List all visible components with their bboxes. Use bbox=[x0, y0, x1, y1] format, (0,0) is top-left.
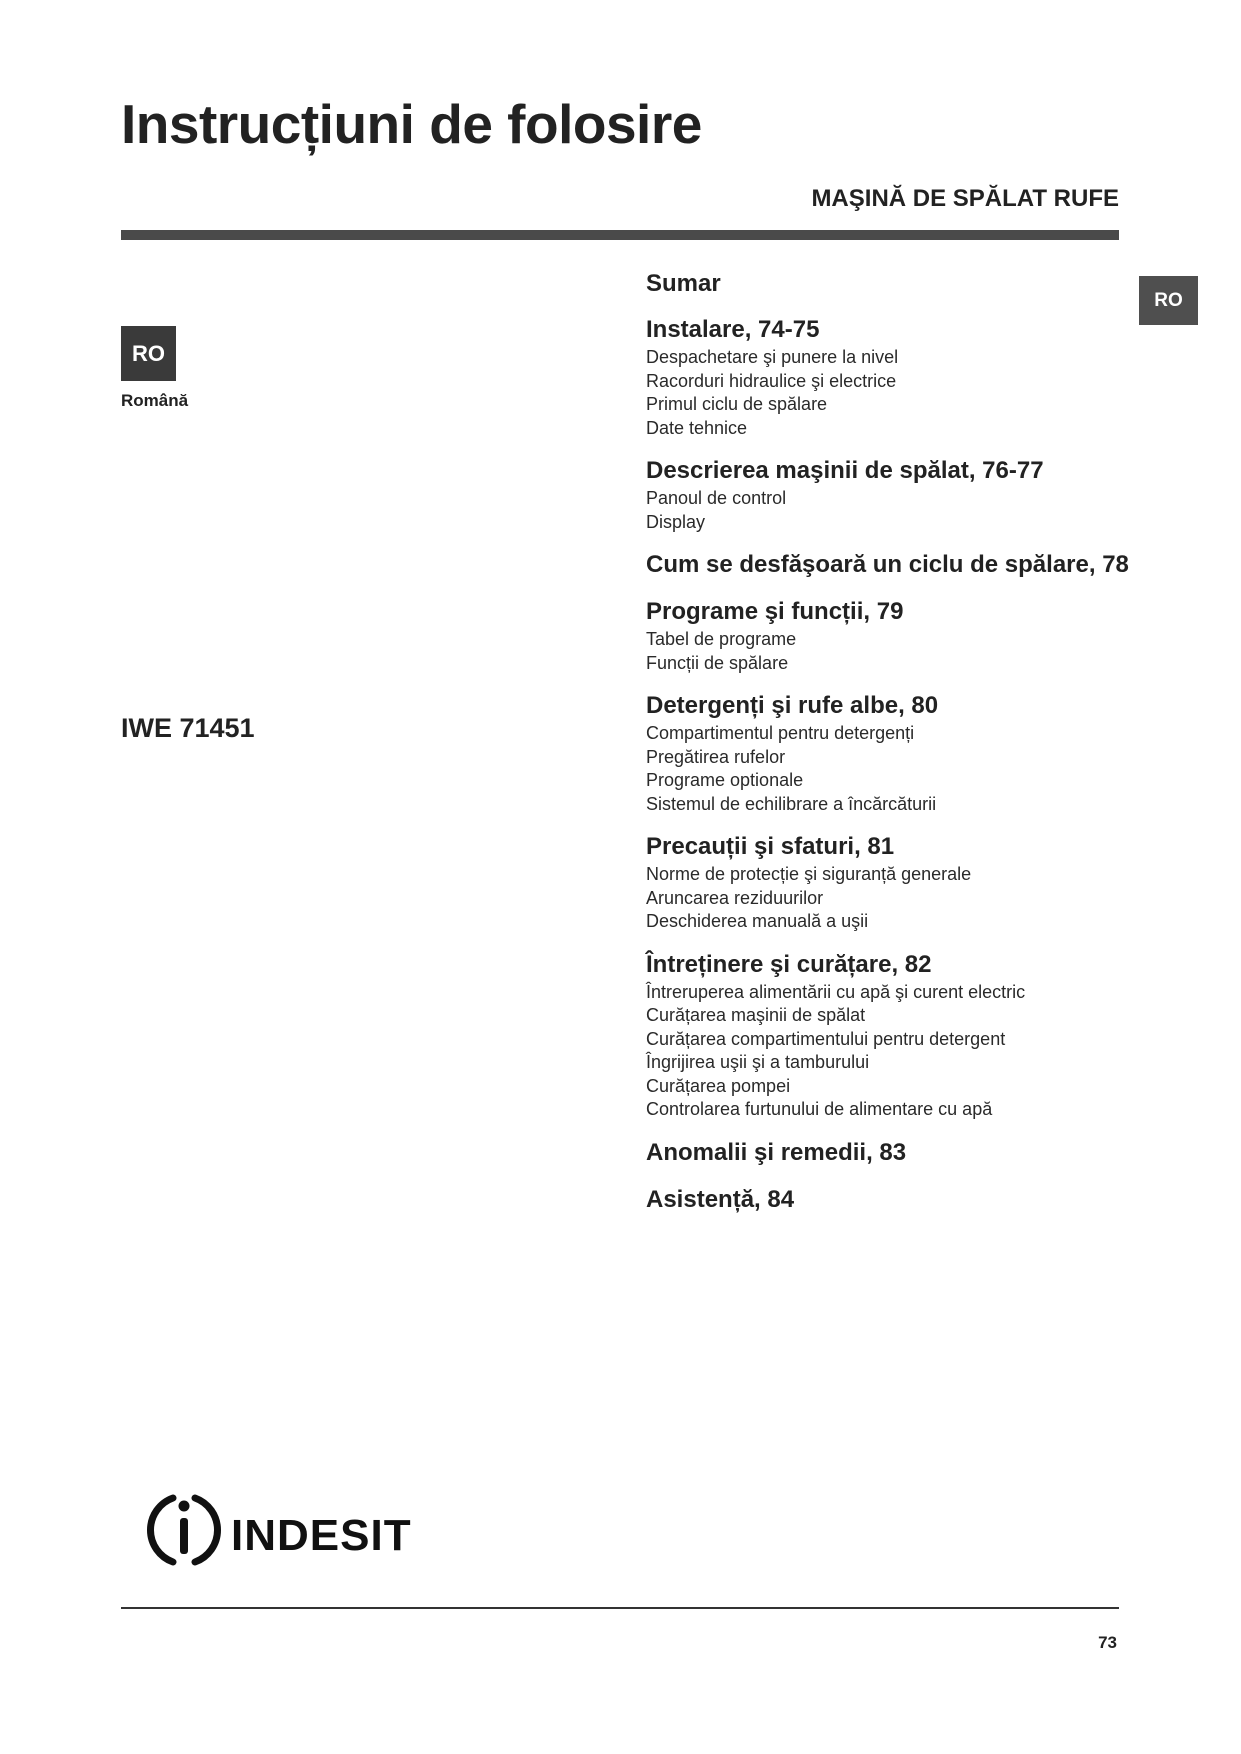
toc-section bbox=[646, 549, 1146, 581]
language-code-badge: RO bbox=[121, 326, 176, 381]
toc-heading: Sumar bbox=[646, 270, 721, 297]
toc-section-title: Întreținere şi curățare, 82 bbox=[646, 950, 932, 978]
toc-sections bbox=[646, 314, 1146, 1216]
model-number: IWE 71451 bbox=[121, 713, 255, 743]
toc-section bbox=[646, 690, 1146, 816]
toc-item: Întreruperea alimentării cu apă şi curent electric bbox=[646, 981, 1026, 1002]
page-title: Instrucțiuni de folosire bbox=[121, 93, 702, 155]
toc-section bbox=[646, 831, 1146, 934]
toc-item: Deschiderea manuală a uşii bbox=[646, 911, 869, 931]
table-of-contents bbox=[646, 268, 1146, 1231]
toc-section bbox=[646, 949, 1146, 1122]
language-name: Română bbox=[121, 391, 189, 410]
toc-item: Racorduri hidraulice şi electrice bbox=[646, 370, 897, 391]
page-number: 73 bbox=[1098, 1633, 1117, 1652]
toc-section-title: Descrierea maşinii de spălat, 76-77 bbox=[646, 457, 1044, 484]
toc-section bbox=[646, 455, 1146, 534]
toc-item: Panoul de control bbox=[646, 488, 787, 508]
toc-section bbox=[646, 1184, 1146, 1216]
toc-item: Display bbox=[646, 511, 706, 532]
toc-item: Curățarea compartimentului pentru detergent bbox=[646, 1028, 1006, 1049]
toc-section-title: Anomalii şi remedii, 83 bbox=[646, 1138, 907, 1166]
toc-item: Controlarea furtunului de alimentare cu apă bbox=[646, 1099, 993, 1119]
toc-section-title: Programe şi funcții, 79 bbox=[646, 598, 904, 625]
toc-section-title: Cum se desfăşoară un ciclu de spălare, 78 bbox=[646, 551, 1129, 578]
toc-section-title: Precauții şi sfaturi, 81 bbox=[646, 833, 895, 860]
toc-item: Sistemul de echilibrare a încărcăturii bbox=[646, 793, 937, 814]
toc-item: Primul ciclu de spălare bbox=[646, 394, 828, 414]
toc-section bbox=[646, 1137, 1146, 1169]
toc-item: Curățarea pompei bbox=[646, 1075, 791, 1096]
brand-wordmark: INDESIT bbox=[231, 1511, 412, 1560]
indesit-logo bbox=[143, 1490, 443, 1570]
toc-section-title: Detergenți şi rufe albe, 80 bbox=[646, 692, 939, 719]
toc-item: Pregătirea rufelor bbox=[646, 746, 786, 767]
toc-item: Date tehnice bbox=[646, 417, 748, 438]
logo-i-dot-icon bbox=[179, 1501, 190, 1512]
toc-item: Programe optionale bbox=[646, 770, 804, 790]
toc-item: Funcții de spălare bbox=[646, 652, 789, 673]
toc-item: Compartimentul pentru detergenți bbox=[646, 723, 915, 743]
toc-section-title: Asistență, 84 bbox=[646, 1185, 795, 1213]
toc-item: Îngrijirea uşii şi a tamburului bbox=[646, 1052, 870, 1072]
logo-i-stem-icon bbox=[180, 1518, 188, 1554]
toc-item: Despachetare şi punere la nivel bbox=[646, 347, 899, 367]
header-divider bbox=[121, 230, 1119, 240]
toc-item: Aruncarea reziduurilor bbox=[646, 887, 824, 908]
toc-item: Norme de protecție şi siguranță generale bbox=[646, 864, 972, 884]
logo-left-bracket-icon bbox=[150, 1498, 173, 1562]
toc-item: Tabel de programe bbox=[646, 629, 797, 649]
toc-section bbox=[646, 596, 1146, 675]
product-subtitle: MAŞINĂ DE SPĂLAT RUFE bbox=[811, 185, 1119, 212]
toc-section-title: Instalare, 74-75 bbox=[646, 316, 820, 343]
language-side-tab: RO bbox=[1139, 276, 1198, 325]
toc-item: Curățarea maşinii de spălat bbox=[646, 1005, 866, 1025]
footer-divider bbox=[121, 1607, 1119, 1609]
logo-right-bracket-icon bbox=[195, 1498, 218, 1562]
toc-section bbox=[646, 314, 1146, 440]
